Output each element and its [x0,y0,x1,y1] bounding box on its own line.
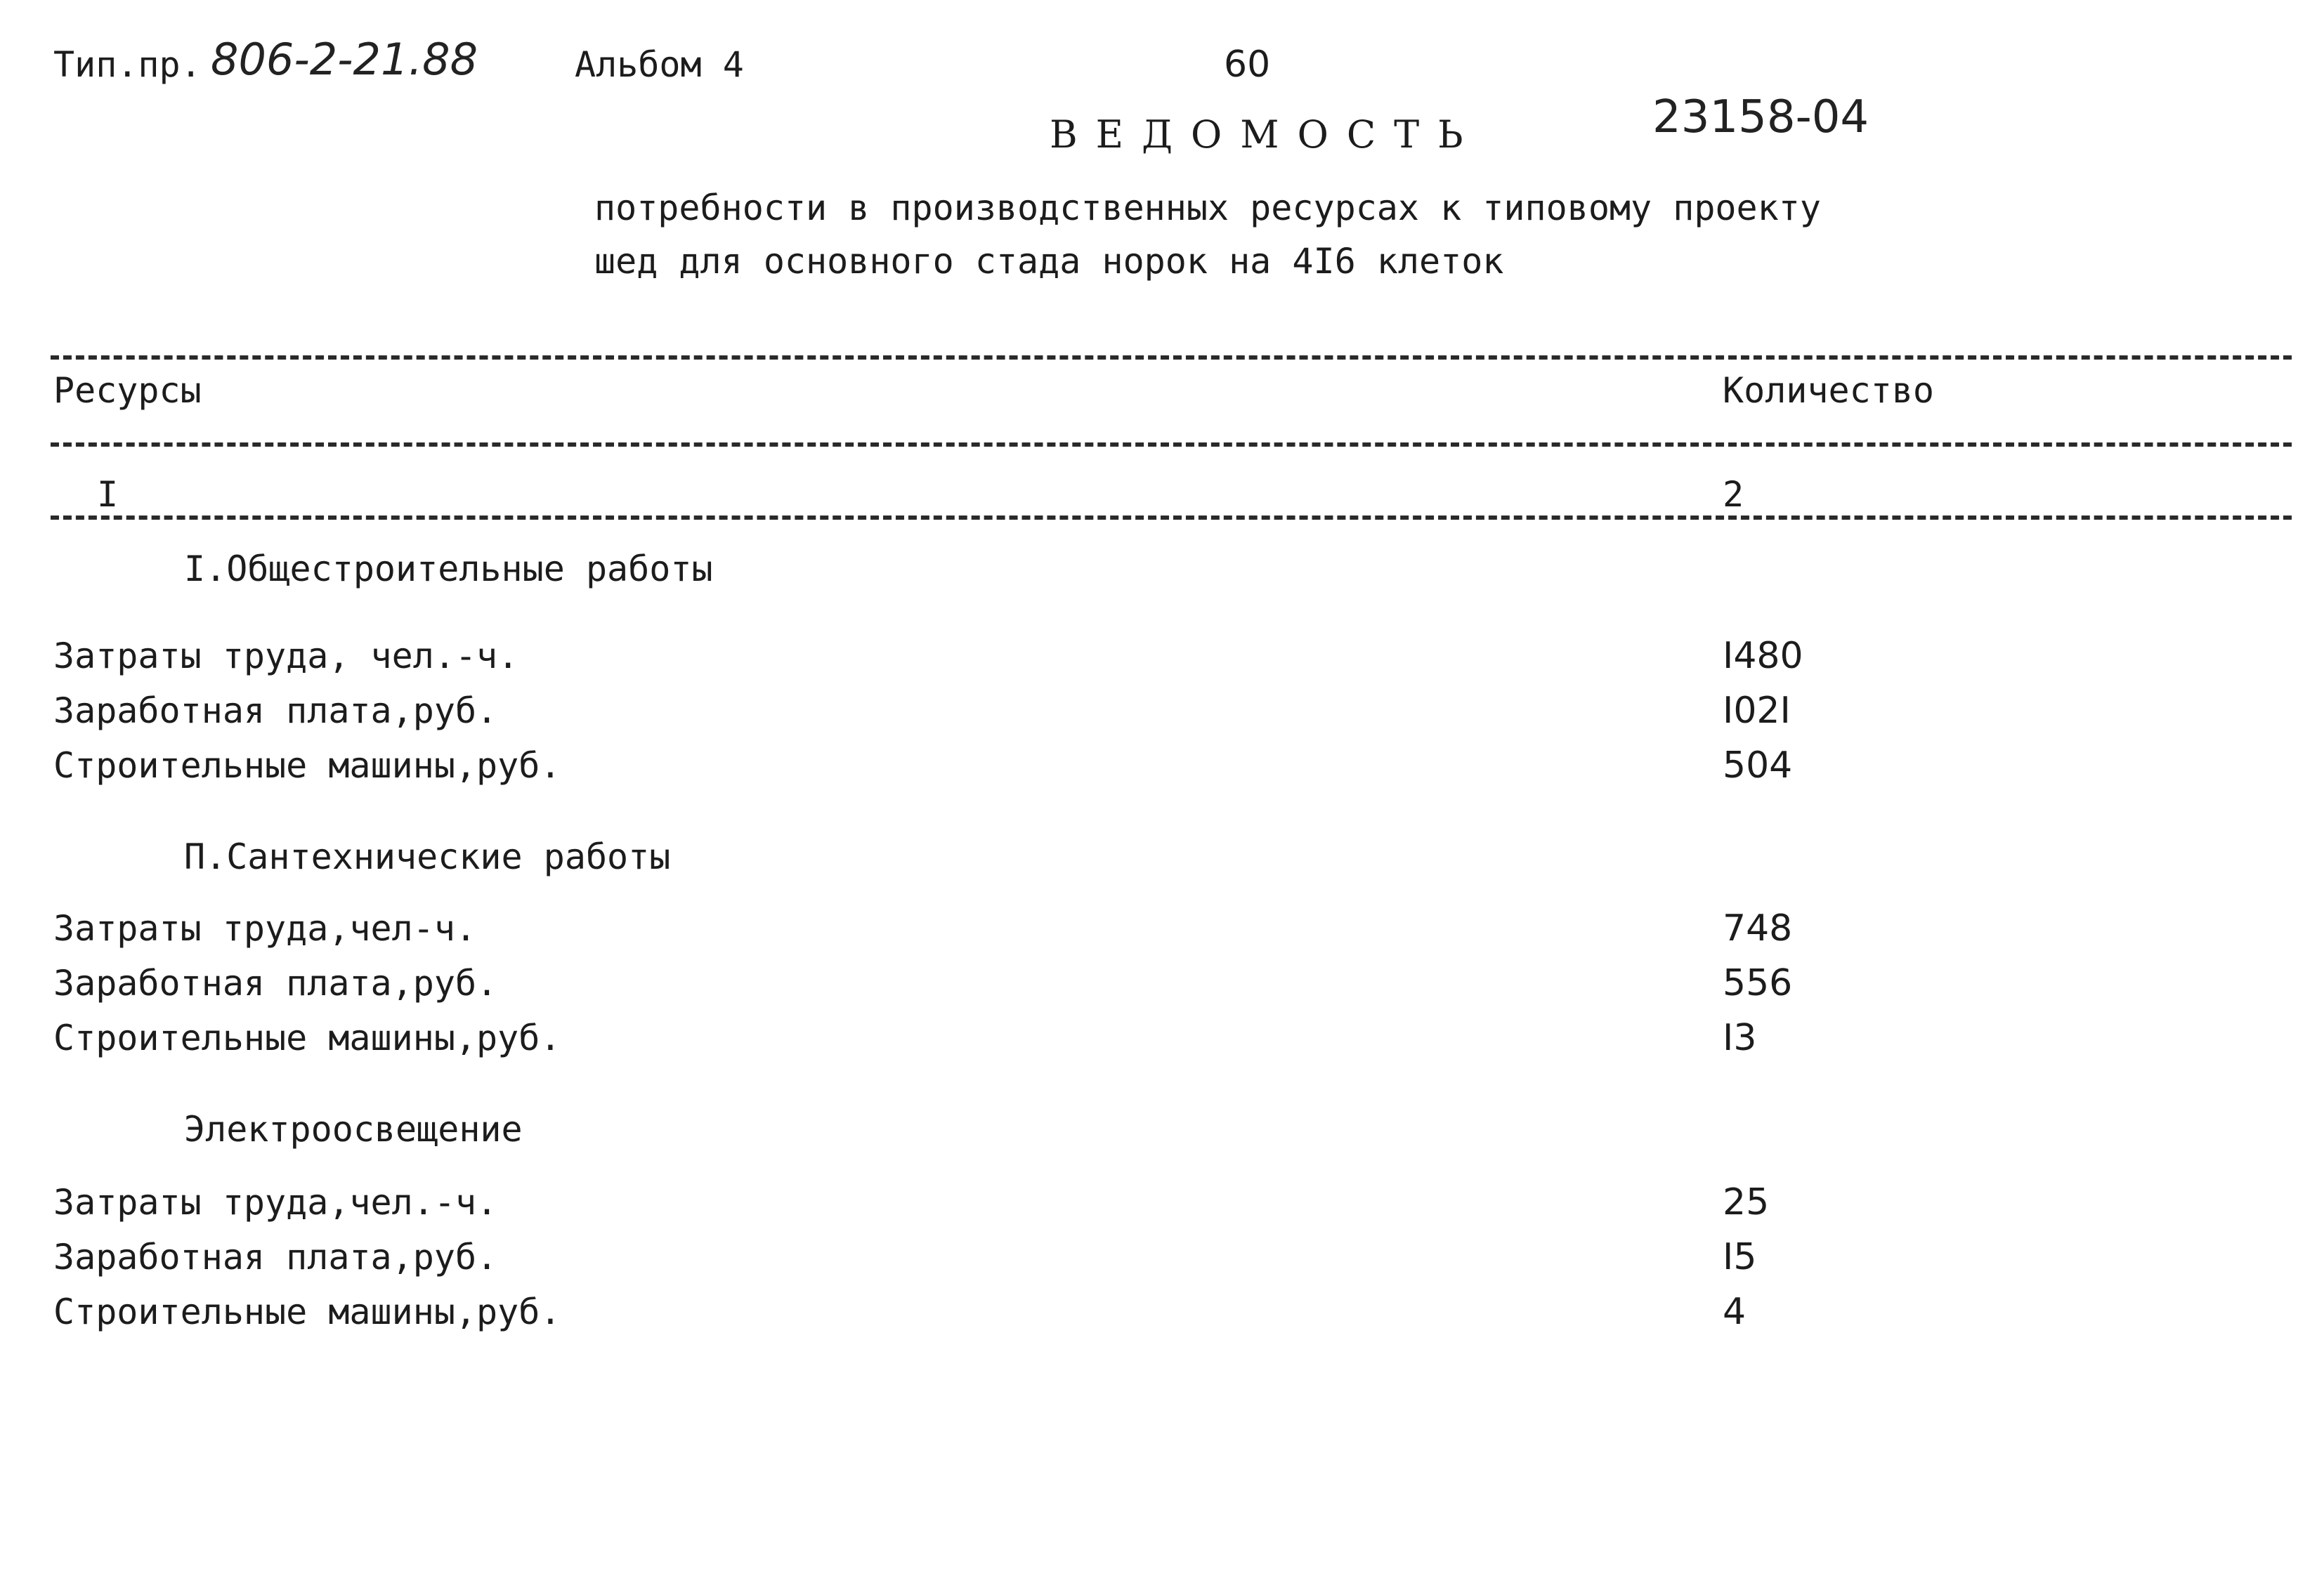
column-header-resources: Ресурсы [53,370,202,411]
column-number-2: 2 [1723,474,1744,515]
row-value: I480 [1723,635,1803,677]
section-heading: I.Общестроительные работы [184,549,713,589]
row-label: Затраты труда,чел-ч. [53,908,477,949]
row-label: Заработная плата,руб. [53,963,498,1004]
album-label: Альбом 4 [575,44,744,85]
type-number: 806-2-21.88 [211,34,478,85]
table-top-rule [51,355,2292,360]
row-label: Заработная плата,руб. [53,1237,498,1278]
section-heading: П.Сантехнические работы [184,836,671,877]
row-value: 748 [1723,907,1793,950]
row-label: Строительные машины,руб. [53,1018,561,1058]
row-label: Заработная плата,руб. [53,690,498,731]
subtitle-line-1: потребности в производственных ресурсах к типовому проекту [594,188,1821,228]
row-value: 25 [1723,1181,1770,1223]
row-value: 4 [1723,1291,1747,1333]
row-label: Строительные машины,руб. [53,745,561,786]
table-numbering-rule [51,516,2292,520]
type-prefix: Тип.пр. [53,44,202,85]
row-value: I3 [1723,1017,1757,1059]
document-title: ВЕДОМОСТЬ [1050,112,1482,157]
row-value: I02I [1723,690,1791,732]
row-label: Затраты труда, чел.-ч. [53,636,519,676]
table-header-rule [51,442,2292,447]
stamp-number: 23158-04 [1652,91,1869,143]
row-label: Затраты труда,чел.-ч. [53,1182,498,1223]
row-value: 556 [1723,962,1793,1004]
subtitle-line-2: шед для основного стада норок на 4I6 клеток [594,241,1504,282]
page-number: 60 [1224,44,1271,86]
row-value: I5 [1723,1236,1757,1278]
section-heading: Электроосвещение [184,1109,523,1150]
column-number-1: I [97,474,119,515]
row-value: 504 [1723,744,1793,787]
row-label: Строительные машины,руб. [53,1292,561,1332]
column-header-quantity: Количество [1723,370,1935,411]
